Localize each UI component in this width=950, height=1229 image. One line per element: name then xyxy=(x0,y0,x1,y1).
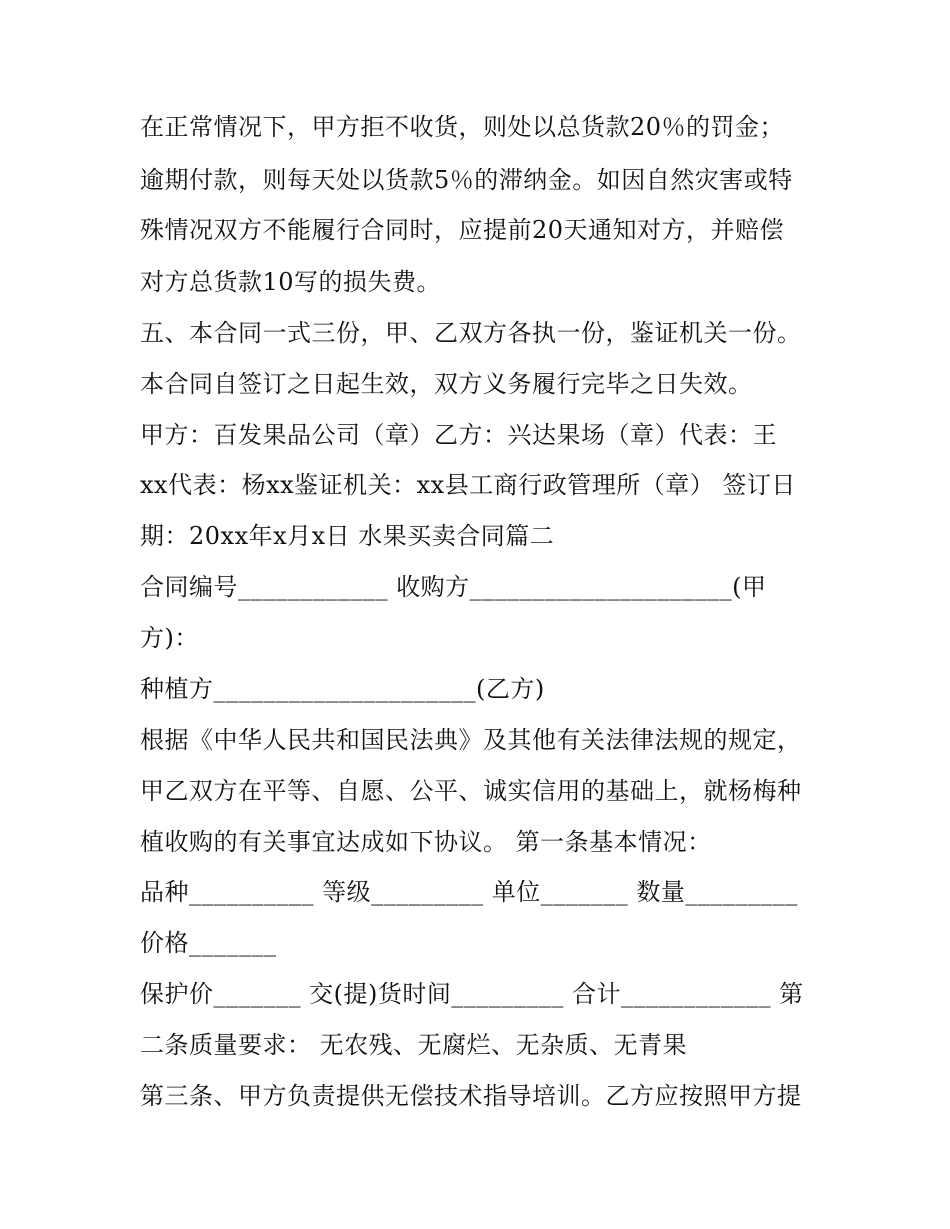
text-line: 对方总货款10写的损失费。 xyxy=(140,268,442,296)
text-line: 二条质量要求： 无农残、无腐烂、无杂质、无青果 xyxy=(140,1031,688,1059)
text-line: 保护价_______ 交(提)货时间_________ 合计____________ 第 xyxy=(140,980,804,1008)
text-line: 价格_______ xyxy=(140,929,277,957)
text-line: 本合同自签订之日起生效，双方义务履行完毕之日失效。 xyxy=(140,370,753,398)
text-line: 逾期付款，则每天处以货款5％的滞纳金。如因自然灾害或特 xyxy=(140,166,793,194)
text-line: 合同编号____________ 收购方_____________________(甲 xyxy=(140,573,767,601)
text-line: 甲方：百发果品公司（章）乙方：兴达果场（章）代表：王 xyxy=(140,421,777,449)
text-line: 五、本合同一式三份，甲、乙双方各执一份，鉴证机关一份。 xyxy=(140,319,802,347)
text-line: 植收购的有关事宜达成如下协议。 第一条基本情况： xyxy=(140,828,712,856)
text-line: xx代表：杨xx鉴证机关：xx县工商行政管理所（章） 签订日 xyxy=(140,471,796,499)
text-line: 品种__________ 等级_________ 单位_______ 数量_________ xyxy=(140,878,798,906)
text-line: 殊情况双方不能履行合同时，应提前20天通知对方，并赔偿 xyxy=(140,216,785,244)
text-line: 在正常情况下，甲方拒不收货，则处以总货款20％的罚金； xyxy=(140,113,785,141)
text-line: 第三条、甲方负责提供无偿技术指导培训。乙方应按照甲方提 xyxy=(140,1082,802,1110)
text-line: 方)： xyxy=(140,624,199,652)
text-line: 期：20xx年x月x日 水果买卖合同篇二 xyxy=(140,522,555,550)
text-line: 根据《中华人民共和国民法典》及其他有关法律法规的规定， xyxy=(140,726,802,754)
text-line: 种植方_____________________(乙方) xyxy=(140,675,545,703)
text-line: 甲乙双方在平等、自愿、公平、诚实信用的基础上，就杨梅种 xyxy=(140,777,802,805)
